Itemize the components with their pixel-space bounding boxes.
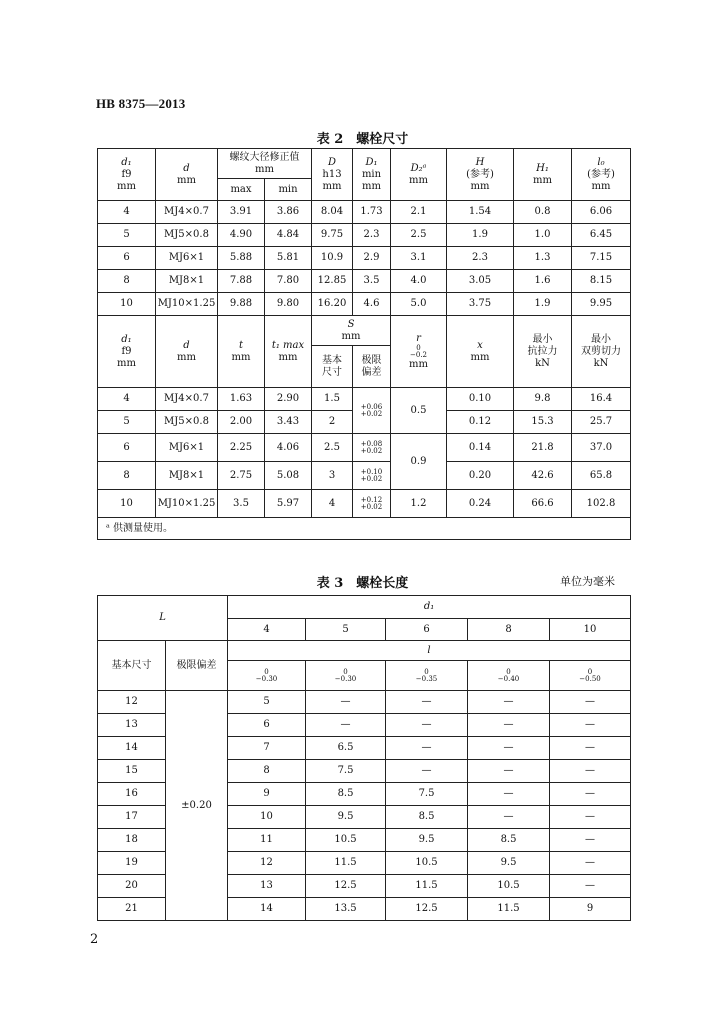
s-deviation-cell: +0.10 +0.02 (353, 462, 391, 490)
cell: 6 (98, 434, 156, 462)
page-number: 2 (90, 932, 99, 947)
cell: 8.5 (468, 829, 550, 852)
cell: 4.90 (218, 224, 265, 247)
cell: 102.8 (572, 490, 631, 518)
cell: 10.5 (468, 875, 550, 898)
cell: 9.5 (468, 852, 550, 875)
cell: 5.0 (391, 293, 447, 316)
table-row (98, 201, 631, 224)
cell: 3.05 (447, 270, 514, 293)
cell: 6.5 (306, 737, 386, 760)
cell: — (386, 737, 468, 760)
cell: 42.6 (514, 462, 572, 490)
cell: — (386, 714, 468, 737)
s-deviation-cell: +0.12 +0.02 (353, 490, 391, 518)
cell: 7.15 (572, 247, 631, 270)
cell: 9.5 (306, 806, 386, 829)
cell: 1.63 (218, 388, 265, 411)
cell: MJ8×1 (156, 462, 218, 490)
tolerance-cell: 0 −0.30 (228, 661, 306, 691)
cell: — (386, 691, 468, 714)
cell: 2.5 (391, 224, 447, 247)
cell: — (468, 806, 550, 829)
cell: 9.75 (312, 224, 353, 247)
cell: 19 (98, 852, 166, 875)
cell: 7.88 (218, 270, 265, 293)
bolt-length-table (97, 595, 631, 921)
cell: MJ10×1.25 (156, 293, 218, 316)
cell: 15 (98, 760, 166, 783)
cell: 12.5 (306, 875, 386, 898)
cell: 4 (98, 201, 156, 224)
cell: — (550, 852, 631, 875)
col-H-header: H (参考) mm (447, 149, 514, 201)
col-H1-header: H₁ mm (514, 149, 572, 201)
cell: 5.08 (265, 462, 312, 490)
cell: — (550, 714, 631, 737)
L-deviation-cell: ±0.20 (166, 691, 228, 921)
cell: 9 (550, 898, 631, 921)
cell: 5.97 (265, 490, 312, 518)
col-D2-header: D₂ᵃ mm (391, 149, 447, 201)
cell: 3 (312, 462, 353, 490)
cell: 8.5 (306, 783, 386, 806)
col-t-header: t mm (218, 316, 265, 388)
cell: 14 (228, 898, 306, 921)
s-deviation-cell: +0.06 +0.02 (353, 388, 391, 434)
cell: 4 (98, 388, 156, 411)
cell: 9.80 (265, 293, 312, 316)
cell: 3.75 (447, 293, 514, 316)
col-major-dia-header: 螺纹大径修正值 mm (218, 149, 312, 179)
cell: 10.5 (386, 852, 468, 875)
cell: 16.20 (312, 293, 353, 316)
cell: 10.5 (306, 829, 386, 852)
cell: 66.6 (514, 490, 572, 518)
cell: 0.12 (447, 411, 514, 434)
cell: 37.0 (572, 434, 631, 462)
cell: 10.9 (312, 247, 353, 270)
col-r-header: r 0 −0.2 mm (391, 316, 447, 388)
table-row (98, 247, 631, 270)
cell: 2 (312, 411, 353, 434)
table-row (98, 490, 631, 518)
tolerance-cell: 0 −0.40 (468, 661, 550, 691)
cell: — (550, 783, 631, 806)
cell: — (306, 714, 386, 737)
cell: 0.20 (447, 462, 514, 490)
cell: MJ4×0.7 (156, 201, 218, 224)
cell: 18 (98, 829, 166, 852)
cell: 7.5 (306, 760, 386, 783)
cell: 8 (228, 760, 306, 783)
cell: — (550, 829, 631, 852)
cell: 10 (228, 806, 306, 829)
cell: 0.24 (447, 490, 514, 518)
cell: 12 (228, 852, 306, 875)
col-d1-header: d₁ f9 mm (98, 149, 156, 201)
r-value-cell: 0.9 (391, 434, 447, 490)
col-l-header: l (228, 641, 631, 661)
cell: — (306, 691, 386, 714)
col-dev-header: 极限偏差 (166, 641, 228, 691)
cell: 12.85 (312, 270, 353, 293)
cell: 12.5 (386, 898, 468, 921)
cell: 21.8 (514, 434, 572, 462)
cell: 2.25 (218, 434, 265, 462)
col-d1-header-2: d₁ f9 mm (98, 316, 156, 388)
size-header: 4 (228, 619, 306, 641)
col-S-dev-header: 极限 偏差 (353, 346, 391, 388)
col-l0-header: l₀ (参考) mm (572, 149, 631, 201)
cell: 1.3 (514, 247, 572, 270)
cell: 6.45 (572, 224, 631, 247)
r-value-cell: 1.2 (391, 490, 447, 518)
cell: 1.9 (514, 293, 572, 316)
col-shear-header: 最小 双剪切力 kN (572, 316, 631, 388)
cell: 8.15 (572, 270, 631, 293)
cell: 1.9 (447, 224, 514, 247)
cell: 4.6 (353, 293, 391, 316)
cell: 1.6 (514, 270, 572, 293)
cell: 16 (98, 783, 166, 806)
cell: 13 (98, 714, 166, 737)
cell: 21 (98, 898, 166, 921)
cell: 8 (98, 270, 156, 293)
cell: 3.5 (218, 490, 265, 518)
cell: 16.4 (572, 388, 631, 411)
cell: — (468, 714, 550, 737)
col-L-header: L (98, 596, 228, 641)
cell: MJ8×1 (156, 270, 218, 293)
table3-unit: 单位为毫米 (560, 575, 615, 588)
size-header: 10 (550, 619, 631, 641)
col-d1-header-3: d₁ (228, 596, 631, 619)
cell: — (550, 691, 631, 714)
cell: MJ5×0.8 (156, 411, 218, 434)
cell: 2.1 (391, 201, 447, 224)
cell: 8 (98, 462, 156, 490)
col-d-header-2: d mm (156, 316, 218, 388)
cell: 20 (98, 875, 166, 898)
col-basic-header: 基本尺寸 (98, 641, 166, 691)
table-row (98, 293, 631, 316)
table-row (98, 462, 631, 490)
table-row (98, 691, 631, 714)
cell: 1.54 (447, 201, 514, 224)
cell: 4.0 (391, 270, 447, 293)
cell: MJ4×0.7 (156, 388, 218, 411)
cell: 65.8 (572, 462, 631, 490)
cell: 7.80 (265, 270, 312, 293)
cell: — (386, 760, 468, 783)
table2-title: 表 2 螺栓尺寸 (316, 132, 409, 147)
cell: 1.5 (312, 388, 353, 411)
cell: 7 (228, 737, 306, 760)
cell: 4.84 (265, 224, 312, 247)
cell: — (468, 783, 550, 806)
tolerance-cell: 0 −0.30 (306, 661, 386, 691)
cell: 11 (228, 829, 306, 852)
cell: 2.75 (218, 462, 265, 490)
cell: 2.5 (312, 434, 353, 462)
cell: 2.3 (353, 224, 391, 247)
cell: 4 (312, 490, 353, 518)
size-header: 6 (386, 619, 468, 641)
cell: 9.5 (386, 829, 468, 852)
cell: 3.1 (391, 247, 447, 270)
cell: 8.04 (312, 201, 353, 224)
cell: — (468, 737, 550, 760)
cell: 14 (98, 737, 166, 760)
r-value-cell: 0.5 (391, 388, 447, 434)
cell: 5 (98, 224, 156, 247)
cell: 2.00 (218, 411, 265, 434)
cell: — (550, 737, 631, 760)
col-x-header: x mm (447, 316, 514, 388)
cell: 9.8 (514, 388, 572, 411)
cell: 1.0 (514, 224, 572, 247)
cell: 3.43 (265, 411, 312, 434)
cell: 10 (98, 490, 156, 518)
cell: 3.91 (218, 201, 265, 224)
size-header: 5 (306, 619, 386, 641)
table-row (98, 388, 631, 411)
cell: — (550, 760, 631, 783)
table-row (98, 434, 631, 462)
cell: — (550, 875, 631, 898)
cell: 25.7 (572, 411, 631, 434)
cell: — (468, 760, 550, 783)
cell: 0.8 (514, 201, 572, 224)
cell: 15.3 (514, 411, 572, 434)
cell: 11.5 (386, 875, 468, 898)
document-id: HB 8375—2013 (96, 96, 186, 111)
s-deviation-cell: +0.08 +0.02 (353, 434, 391, 462)
cell: 2.3 (447, 247, 514, 270)
cell: 3.5 (353, 270, 391, 293)
col-D-header: D h13 mm (312, 149, 353, 201)
cell: 5 (228, 691, 306, 714)
size-header: 8 (468, 619, 550, 641)
table-row (98, 224, 631, 247)
cell: 2.9 (353, 247, 391, 270)
tolerance-cell: 0 −0.50 (550, 661, 631, 691)
cell: 6 (228, 714, 306, 737)
col-D1-header: D₁ min mm (353, 149, 391, 201)
cell: 11.5 (306, 852, 386, 875)
cell: 11.5 (468, 898, 550, 921)
col-max-header: max (218, 179, 265, 201)
cell: 0.10 (447, 388, 514, 411)
cell: MJ6×1 (156, 247, 218, 270)
cell: 5 (98, 411, 156, 434)
col-S-header: S mm (312, 316, 391, 346)
col-t1-header: t₁ max mm (265, 316, 312, 388)
cell: 2.90 (265, 388, 312, 411)
cell: — (550, 806, 631, 829)
bolt-dimensions-table (97, 148, 631, 540)
cell: 8.5 (386, 806, 468, 829)
cell: 13.5 (306, 898, 386, 921)
col-min-header: min (265, 179, 312, 201)
cell: 7.5 (386, 783, 468, 806)
table2-footnote: ᵃ 供测量使用。 (98, 518, 631, 540)
tolerance-cell: 0 −0.35 (386, 661, 468, 691)
cell: MJ6×1 (156, 434, 218, 462)
cell: — (468, 691, 550, 714)
col-d-header: d mm (156, 149, 218, 201)
cell: 1.73 (353, 201, 391, 224)
col-S-basic-header: 基本 尺寸 (312, 346, 353, 388)
cell: 4.06 (265, 434, 312, 462)
table-row (98, 270, 631, 293)
cell: 5.81 (265, 247, 312, 270)
cell: 9.95 (572, 293, 631, 316)
table3-title: 表 3 螺栓长度 (316, 576, 409, 591)
cell: MJ5×0.8 (156, 224, 218, 247)
cell: 5.88 (218, 247, 265, 270)
cell: 6.06 (572, 201, 631, 224)
cell: 13 (228, 875, 306, 898)
cell: 12 (98, 691, 166, 714)
cell: MJ10×1.25 (156, 490, 218, 518)
cell: 9.88 (218, 293, 265, 316)
cell: 10 (98, 293, 156, 316)
col-tensile-header: 最小 抗拉力 kN (514, 316, 572, 388)
cell: 17 (98, 806, 166, 829)
cell: 9 (228, 783, 306, 806)
cell: 0.14 (447, 434, 514, 462)
cell: 6 (98, 247, 156, 270)
cell: 3.86 (265, 201, 312, 224)
